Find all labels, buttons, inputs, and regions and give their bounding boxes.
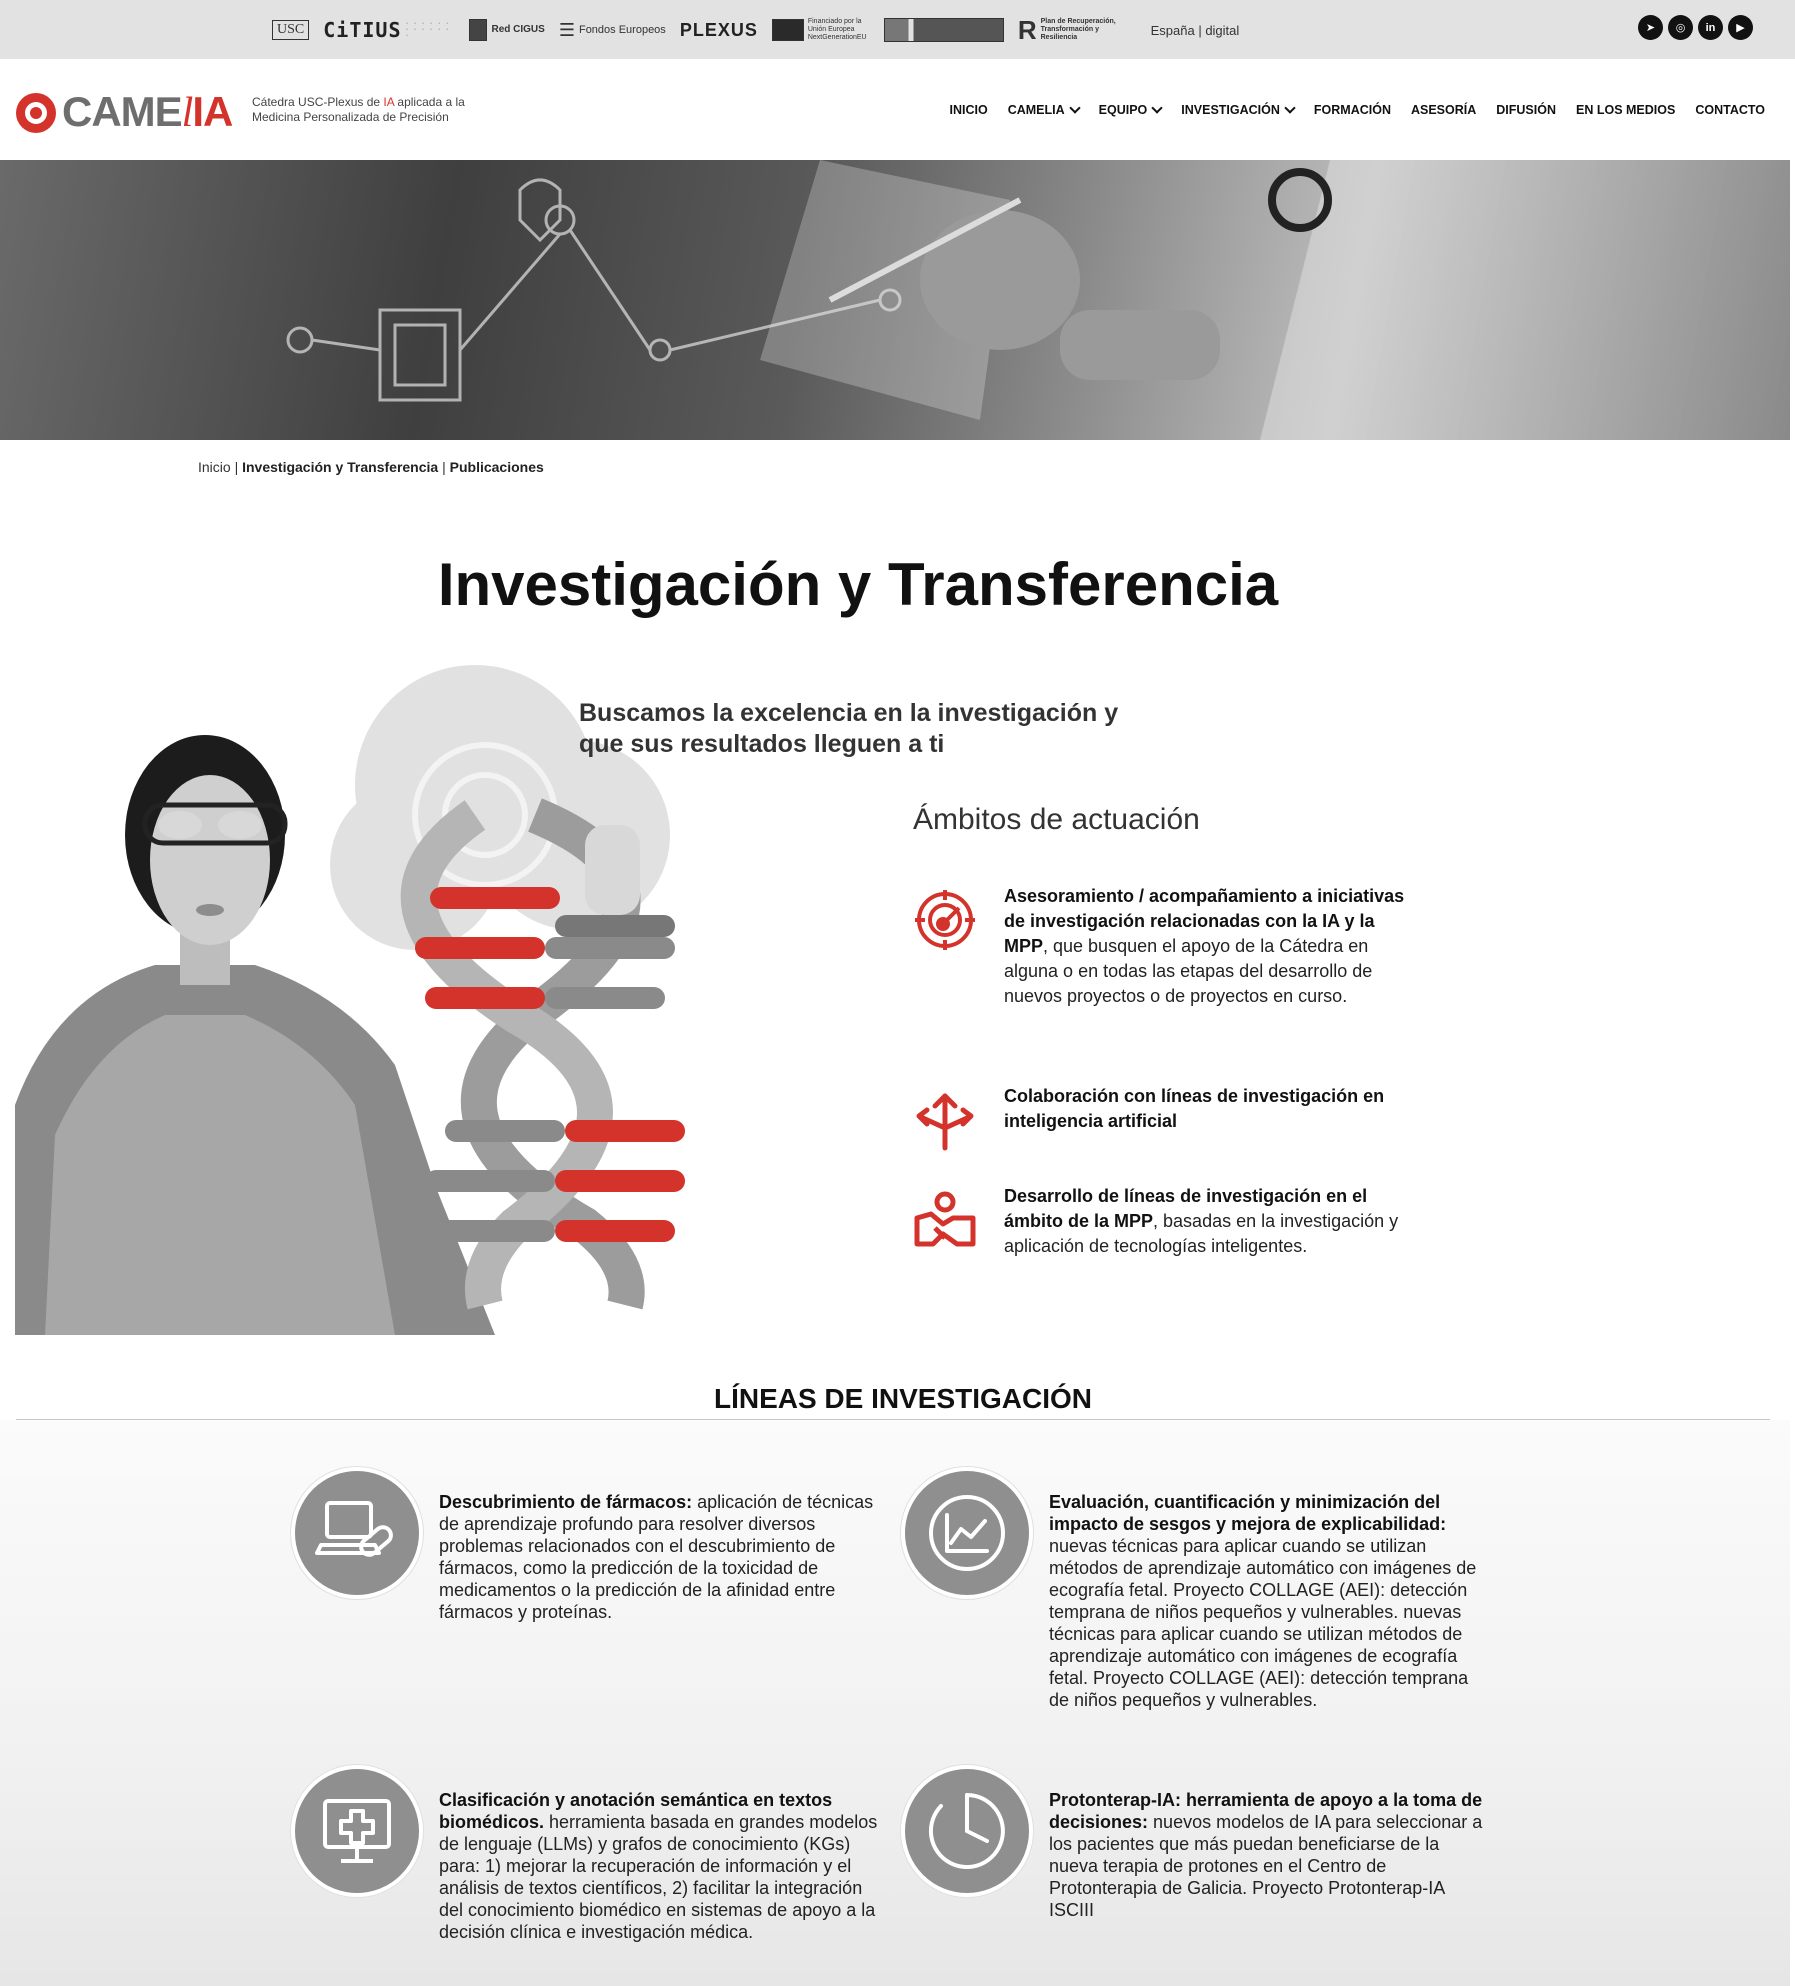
laptop-pill-icon <box>291 1467 423 1599</box>
plan-recuperacion-icon: R <box>1017 15 1037 45</box>
researcher-dna-illustration <box>15 665 785 1335</box>
citius-logo[interactable]: CiTIUS · · · · · · · · · · · · · <box>323 18 450 42</box>
fondos-europeos-icon: ☰ <box>558 19 575 40</box>
nav-investigacion[interactable]: INVESTIGACIÓN <box>1181 103 1294 117</box>
nav-asesoria[interactable]: ASESORÍA <box>1410 103 1477 117</box>
plexus-logo[interactable]: PLEXUS <box>679 19 758 40</box>
camelia-flower-icon <box>16 93 56 133</box>
ambito-text: Colaboración con líneas de investigación en inteligencia artificial <box>1004 1086 1385 1131</box>
split-arrows-icon <box>913 1088 977 1152</box>
instagram-icon[interactable]: ◎ <box>1668 15 1693 40</box>
ambito-text: Desarrollo de líneas de investigación en el ámbito de la MPP, basadas en la investigación y aplicación de tecnologías inteligentes. <box>1004 1186 1399 1256</box>
lineas-background <box>0 1420 1790 1986</box>
linkedin-icon[interactable]: in <box>1698 15 1723 40</box>
chevron-down-icon <box>1069 102 1080 113</box>
section-divider <box>16 1419 1770 1420</box>
logo-text-came: CAME <box>62 88 182 135</box>
gobierno-logo[interactable] <box>884 18 1004 42</box>
nav-difusion[interactable]: DIFUSIÓN <box>1496 103 1556 117</box>
chevron-down-icon <box>1284 102 1295 113</box>
usc-logo[interactable]: USC <box>272 20 309 40</box>
intro-heading: Buscamos la excelencia en la investigación y que sus resultados lleguen a ti <box>579 699 1119 758</box>
hero-illustration <box>0 160 1790 440</box>
monitor-medical-cross-icon <box>291 1765 423 1897</box>
social-links <box>1638 15 1753 40</box>
eu-flag-icon <box>772 19 804 41</box>
linea-text: Clasificación y anotación semántica en textos biomédicos. herramienta basada en grandes modelos de lenguaje (LLMs) y grafos de conocimiento (KGs) para: 1) mejorar la recuperación de información y el análisis de textos científicos, 2) facilitar la integración del conocimiento biomédico en sistemas de apoyo a la decisión clínica e investigación médica. <box>439 1790 878 1942</box>
nav-formacion[interactable]: FORMACIÓN <box>1313 103 1391 117</box>
clock-icon <box>901 1765 1033 1897</box>
gobierno-icon <box>884 18 1004 42</box>
red-cigus-icon <box>469 19 487 41</box>
espana-digital-logo[interactable]: España | digital <box>1150 22 1240 38</box>
site-header <box>0 59 1795 160</box>
researcher-dna-image <box>15 665 785 1335</box>
chevron-down-icon <box>1152 102 1163 113</box>
linea-text: Protonterap-IA: herramienta de apoyo a la toma de decisiones: nuevos modelos de IA para seleccionar a los pacientes que más puedan beneficiarse de la nueva terapia de protones en el Centro de Protonterapia de Galicia. Proyecto Protonterap-IA ISCIII <box>1049 1790 1483 1920</box>
breadcrumb: Inicio | Investigación y Transferencia | Publicaciones <box>198 459 544 475</box>
hero-banner-image <box>0 160 1790 440</box>
nav-camelia[interactable]: CAMELIA <box>1008 103 1079 117</box>
breadcrumb-section[interactable]: Investigación y Transferencia <box>242 459 439 475</box>
site-tagline: Cátedra USC-Plexus de IA aplicada a la Medicina Personalizada de Precisión <box>252 95 465 124</box>
logo-text-l: l <box>181 90 193 136</box>
nav-inicio[interactable]: INICIO <box>949 103 988 117</box>
breadcrumb-current: Publicaciones <box>449 459 544 475</box>
handshake-gear-icon <box>913 1188 977 1252</box>
next-generation-eu-logo[interactable]: Financiado por la Unión Europea NextGenerationEU <box>772 18 870 42</box>
youtube-icon[interactable]: ▶ <box>1728 15 1753 40</box>
red-cigus-logo[interactable]: Red CIGUS <box>469 19 544 41</box>
nav-contacto[interactable]: CONTACTO <box>1695 103 1765 117</box>
plan-recuperacion-logo[interactable]: R Plan de Recuperación, Transformación y Resiliencia <box>1017 15 1116 45</box>
chart-icon <box>901 1467 1033 1599</box>
linea-text: Descubrimiento de fármacos: aplicación de técnicas de aprendizaje profundo para resolver diversos problemas relacionados con el descubrimiento de fármacos, como la predicción de la toxicidad de medicamentos o la predicción de la afinidad entre fármacos y proteínas. <box>439 1492 874 1622</box>
partner-bar <box>0 0 1795 59</box>
telegram-icon[interactable]: ➤ <box>1638 15 1663 40</box>
nav-equipo[interactable]: EQUIPO <box>1099 103 1162 117</box>
nav-en-los-medios[interactable]: EN LOS MEDIOS <box>1576 103 1676 117</box>
main-nav <box>949 103 1765 117</box>
ambito-text: Asesoramiento / acompañamiento a iniciativas de investigación relacionadas con la IA y la MPP, que busquen el apoyo de la Cátedra en alguna o en todas las etapas del desarrollo de nuevos proyectos o de proyectos en curso. <box>1004 886 1405 1006</box>
camelia-logo[interactable] <box>16 88 232 137</box>
lineas-title: LÍNEAS DE INVESTIGACIÓN <box>713 1383 1093 1414</box>
logo-text-ia: IA <box>192 88 233 135</box>
ambitos-title: Ámbitos de actuación <box>913 803 1200 836</box>
linea-text: Evaluación, cuantificación y minimización del impacto de sesgos y mejora de explicabilidad: nuevas técnicas para aplicar cuando se utilizan métodos de aprendizaje automático con imágenes de ecografía fetal. Proyecto COLLAGE (AEI): detección temprana de niños pequeños y vulnerables. nuevas técnicas para aplicar cuando se utilizan métodos de aprendizaje automático con imágenes de ecografía fetal. Proyecto COLLAGE (AEI): detección temprana de niños pequeños y vulnerables. <box>1049 1492 1477 1710</box>
page-title: Investigación y Transferencia <box>437 551 1279 618</box>
breadcrumb-home[interactable]: Inicio <box>198 459 231 475</box>
target-icon <box>913 888 977 952</box>
partner-logos <box>272 14 1239 46</box>
fondos-europeos-logo[interactable]: ☰ Fondos Europeos <box>558 19 666 40</box>
